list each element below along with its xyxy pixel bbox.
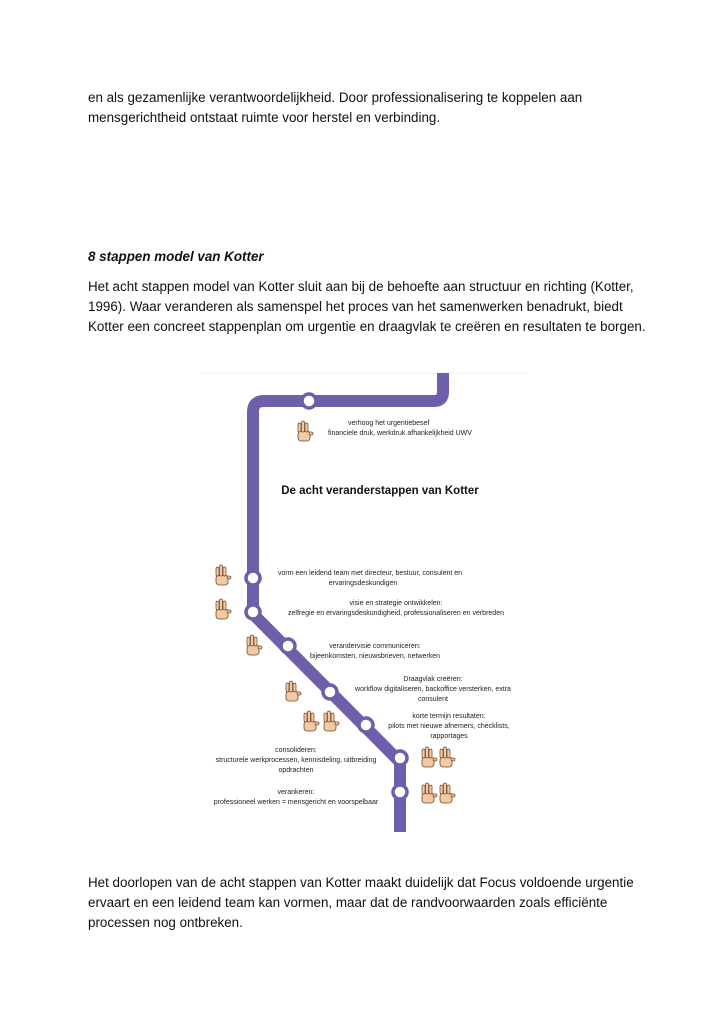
section-line-3: Kotter een concreet stappenplan om urgentie en draagvlak te creëren en resultaten te borgen. [88,319,646,334]
section-heading: 8 stappen model van Kotter [88,249,264,264]
step-6-label: korte termijn resultaten: [412,713,486,720]
hand-icon-step-7a [422,747,437,767]
step-5-label: Draagvlak creëren: [403,676,463,683]
hand-icon-step-3 [216,599,231,619]
intro-line-2: mensgerichtheid ontstaat ruimte voor herstel en verbinding. [88,110,441,125]
figure-title: De acht veranderstappen van Kotter [281,485,479,497]
conclusion-line-1: Het doorlopen van de acht stappen van Kotter maakt duidelijk dat Focus voldoende urgentie [88,875,634,890]
step-1-detail: financiele druk, werkdruk afhankelijkheid UWV [328,430,472,437]
step-2-label: vorm een leidend team met directeur, bestuur, consulent en [278,570,463,577]
step-3-detail: zelfregie en ervaringsdeskundigheid, professionaliseren en verbreden [288,610,504,617]
station-2 [246,571,260,585]
station-7 [393,751,407,765]
step-2-detail: ervaringsdeskundigen [328,580,398,587]
hand-icon-step-6a [304,711,319,731]
section-line-2: 1996). Waar veranderen als samenspel het proces van het samenwerken benadrukt, biedt [88,299,623,314]
section-line-1: Het acht stappen model van Kotter sluit aan bij de behoefte aan structuur en richting (Kotter, [88,279,634,294]
station-5 [323,685,337,699]
hand-icon-step-1 [298,421,313,441]
station-1 [302,394,316,408]
kotter-diagram [200,370,528,840]
hand-icon-step-8a [422,783,437,803]
step-8-detail: professioneel werken = mensgericht en voorspelbaar [213,799,379,806]
step-5-detail: workflow digitaliseren, backoffice versterken, extra [355,686,511,693]
hand-icon-step-8b [440,783,455,803]
conclusion-line-3: processen nog ontbreken. [88,915,243,930]
station-8 [393,785,407,799]
kotter-diagram-svg [200,370,528,840]
step-5-detail-2: consulent [418,696,448,703]
step-7-detail-2: opdrachten [278,767,314,774]
section-paragraph [88,277,648,337]
step-8-label: verankeren: [277,789,315,796]
hand-icon-step-2 [216,565,231,585]
hand-icon-step-5 [286,681,301,701]
step-3-label: visie en strategie ontwikkelen: [349,600,443,607]
step-6-detail: pilots met nieuwe afnemers, checklists, [388,723,510,730]
conclusion-paragraph [88,873,648,933]
station-3 [246,605,260,619]
step-7-label: consolideren: [275,747,317,754]
intro-line-1: en als gezamenlijke verantwoordelijkheid. Door professionalisering te koppelen aan [88,90,583,105]
intro-paragraph [88,88,648,128]
station-6 [359,718,373,732]
station-4 [281,639,295,653]
step-4-detail: bijeenkomsten, nieuwsbrieven, netwerken [310,653,440,660]
conclusion-line-2: ervaart en een leidend team kan vormen, maar dat de randvoorwaarden zoals efficiënte [88,895,608,910]
hand-icon-step-7b [440,747,455,767]
step-7-detail: structurele werkprocessen, kennisdeling, uitbreiding [215,757,377,764]
step-1-label: verhoog het urgentiebesef [348,420,430,427]
step-6-detail-2: rapportages [430,733,468,740]
step-4-label: verandervisie communiceren: [329,643,421,650]
hand-icon-step-4 [247,635,262,655]
hand-icon-step-6b [324,711,339,731]
